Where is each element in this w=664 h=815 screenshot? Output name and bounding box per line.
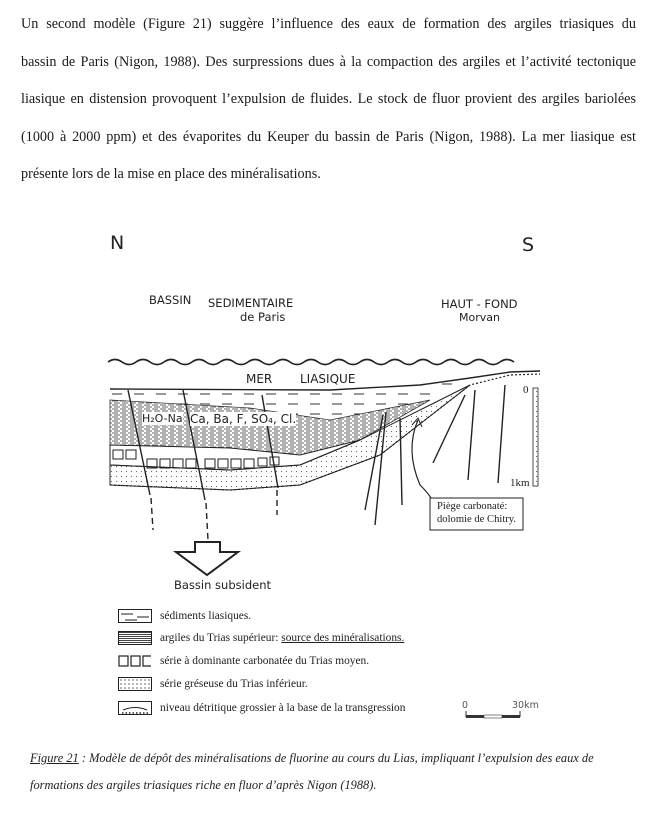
legend-item-liassic-sediments bbox=[118, 607, 251, 625]
legend-text: niveau détritique grossier à la base de la transgression bbox=[160, 702, 406, 714]
region-label-haut-fond: HAUT - FOND bbox=[441, 297, 518, 311]
legend-item-detrital-base bbox=[118, 699, 405, 717]
legend-item-upper-trias-clays bbox=[118, 629, 404, 647]
body-paragraph bbox=[21, 6, 636, 194]
geological-cross-section-figure bbox=[0, 220, 664, 730]
south-label: S bbox=[522, 234, 535, 256]
north-label: N bbox=[110, 232, 125, 254]
scale-bar bbox=[466, 711, 520, 718]
sea-label-liasique: LIASIQUE bbox=[300, 372, 356, 386]
legend-text: série gréseuse du Trias inférieur. bbox=[160, 678, 308, 690]
dashed-lines-swatch-icon bbox=[118, 609, 152, 623]
fluid-label-ions: Ca, Ba, F, SO₄, Cl. bbox=[190, 412, 297, 426]
caption-figure-ref: Figure 21 bbox=[30, 751, 79, 765]
body-line-5: présente lors de la mise en place des minéralisations. bbox=[21, 166, 321, 183]
trap-box-line-2: dolomie de Chitry. bbox=[437, 514, 517, 525]
region-label-sedimentaire: SEDIMENTAIRE bbox=[208, 296, 294, 310]
body-line-1: Un second modèle (Figure 21) suggère l’influence des eaux de formation des argiles triasiques du bbox=[21, 16, 636, 32]
legend-text: sédiments liasiques. bbox=[160, 610, 252, 622]
caption-text: Modèle de dépôt des minéralisations de fluorine au cours du Lias, impliquant l’expulsion des eaux de formations des argiles triasiques riche en fluor d’après Nigon (1988). bbox=[30, 751, 594, 792]
depth-scale-bottom: 1km bbox=[510, 477, 530, 489]
trap-box-line-1: Piège carbonaté: bbox=[437, 501, 508, 512]
sea-label-mer: MER bbox=[246, 372, 273, 386]
legend-text: argiles du Trias supérieur: bbox=[160, 632, 282, 644]
figure-caption bbox=[30, 745, 630, 799]
scale-bar-end: 30km bbox=[512, 700, 539, 711]
trap-box-text bbox=[437, 500, 516, 526]
hatched-clay-swatch-icon bbox=[118, 631, 152, 645]
subsidence-label: Bassin subsident bbox=[174, 578, 271, 592]
legend-item-middle-trias-carbonate bbox=[118, 652, 369, 670]
dotted-sand-swatch-icon bbox=[118, 677, 152, 691]
depth-scale-top: 0 bbox=[523, 384, 529, 396]
legend-text: série à dominante carbonatée du Trias moyen. bbox=[160, 655, 370, 667]
region-label-morvan: Morvan bbox=[459, 311, 500, 324]
detrital-base-swatch-icon bbox=[118, 701, 152, 715]
caption-separator: : bbox=[78, 751, 90, 765]
body-line-4: (1000 à 2000 ppm) et des évaporites du Keuper du bassin de Paris (Nigon, 1988). La mer liasique est bbox=[21, 128, 636, 145]
region-label-de-paris: de Paris bbox=[240, 310, 286, 324]
legend-item-lower-trias-sandstone bbox=[118, 675, 308, 693]
scale-bar-start: 0 bbox=[462, 700, 469, 711]
body-line-2: bassin de Paris (Nigon, 1988). Des surpressions dues à la compaction des argiles et l’activité tectonique bbox=[21, 53, 636, 70]
region-label-bassin: BASSIN bbox=[149, 293, 192, 307]
bricks-swatch-icon bbox=[118, 654, 152, 668]
body-line-3: liasique en distension provoquent l’expulsion de fluides. Le stock de fluor provient des argiles bariolées bbox=[21, 91, 636, 108]
legend-text-underlined: source des minéralisations. bbox=[281, 632, 405, 644]
fluid-label-h2o-na: H₂O-Na bbox=[142, 412, 183, 425]
